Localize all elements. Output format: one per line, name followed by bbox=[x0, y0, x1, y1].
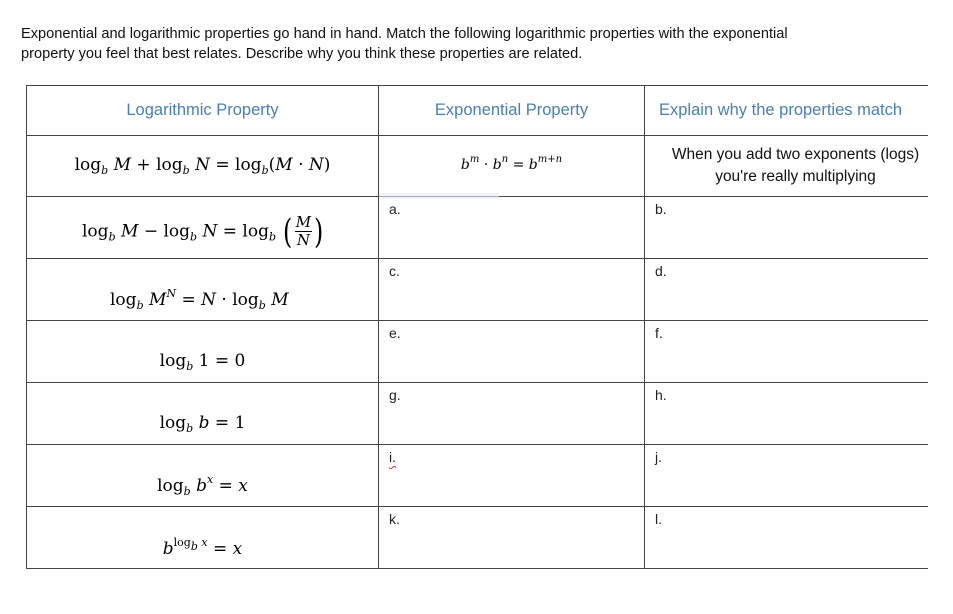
answer-label-h: h. bbox=[655, 387, 667, 403]
explain-product-rule bbox=[645, 136, 929, 197]
answer-cell-i[interactable] bbox=[379, 445, 645, 507]
table-row bbox=[27, 445, 929, 507]
answer-label-c: c. bbox=[389, 263, 400, 279]
table-row bbox=[27, 321, 929, 383]
answer-label-l: l. bbox=[655, 511, 662, 527]
explain-line-2: you're really multiplying bbox=[715, 168, 876, 185]
table-row bbox=[27, 383, 929, 445]
header-logarithmic-property: Logarithmic Property bbox=[27, 86, 379, 136]
answer-cell-g[interactable] bbox=[379, 383, 645, 445]
table-row bbox=[27, 136, 929, 197]
answer-cell-a[interactable] bbox=[379, 197, 645, 259]
answer-label-g: g. bbox=[389, 387, 401, 403]
answer-cell-l[interactable] bbox=[645, 507, 929, 569]
table-row bbox=[27, 507, 929, 569]
log-of-base-rule: $\log_b b = 1$ bbox=[27, 383, 379, 445]
answer-label-j: j. bbox=[655, 449, 662, 465]
instructions bbox=[21, 24, 921, 64]
log-product-rule: $\log_b M + \log_b N = \log_b(M \cdot N)$ bbox=[27, 136, 379, 197]
answer-label-e: e. bbox=[389, 325, 401, 341]
answer-cell-h[interactable] bbox=[645, 383, 929, 445]
faint-highlight bbox=[379, 193, 499, 199]
answer-cell-c[interactable] bbox=[379, 259, 645, 321]
answer-label-a: a. bbox=[389, 201, 401, 217]
answer-label-f: f. bbox=[655, 325, 663, 341]
answer-label-d: d. bbox=[655, 263, 667, 279]
answer-cell-b[interactable] bbox=[645, 197, 929, 259]
explain-line-1: When you add two exponents (logs) bbox=[671, 146, 920, 163]
log-of-one-rule: $\log_b 1 = 0$ bbox=[27, 321, 379, 383]
instructions-line-1: Exponential and logarithmic properties go hand in hand. Match the following logarithmic properties with the exponential bbox=[21, 26, 788, 42]
answer-label-b: b. bbox=[655, 201, 667, 217]
header-exponential-property: Exponential Property bbox=[379, 86, 645, 136]
table-row bbox=[27, 259, 929, 321]
log-inverse-rule: $\log_b b^x = x$ bbox=[27, 445, 379, 507]
header-row bbox=[27, 86, 929, 136]
properties-table-wrapper bbox=[26, 85, 928, 570]
answer-label-k: k. bbox=[389, 511, 400, 527]
exponent-of-log-rule: $b^{log_b x} = x$ bbox=[27, 507, 379, 569]
answer-cell-d[interactable] bbox=[645, 259, 929, 321]
log-quotient-rule: $\log_b M - \log_b N = \log_b$ ( $\frac{M}{N}$ ) bbox=[27, 197, 379, 259]
table-row bbox=[27, 197, 929, 259]
exponential-product-rule: $b^m \cdot b^n = b^{m+n}$ bbox=[379, 136, 645, 197]
answer-cell-j[interactable] bbox=[645, 445, 929, 507]
answer-cell-f[interactable] bbox=[645, 321, 929, 383]
instructions-line-2: property you feel that best relates. Describe why you think these properties are related. bbox=[21, 46, 583, 62]
header-explain: Explain why the properties match bbox=[645, 86, 929, 136]
answer-cell-k[interactable] bbox=[379, 507, 645, 569]
properties-table bbox=[26, 85, 928, 569]
answer-label-i: i. bbox=[389, 449, 396, 465]
log-power-rule: $\log_b M^N = N \cdot \log_b M$ bbox=[27, 259, 379, 321]
answer-cell-e[interactable] bbox=[379, 321, 645, 383]
